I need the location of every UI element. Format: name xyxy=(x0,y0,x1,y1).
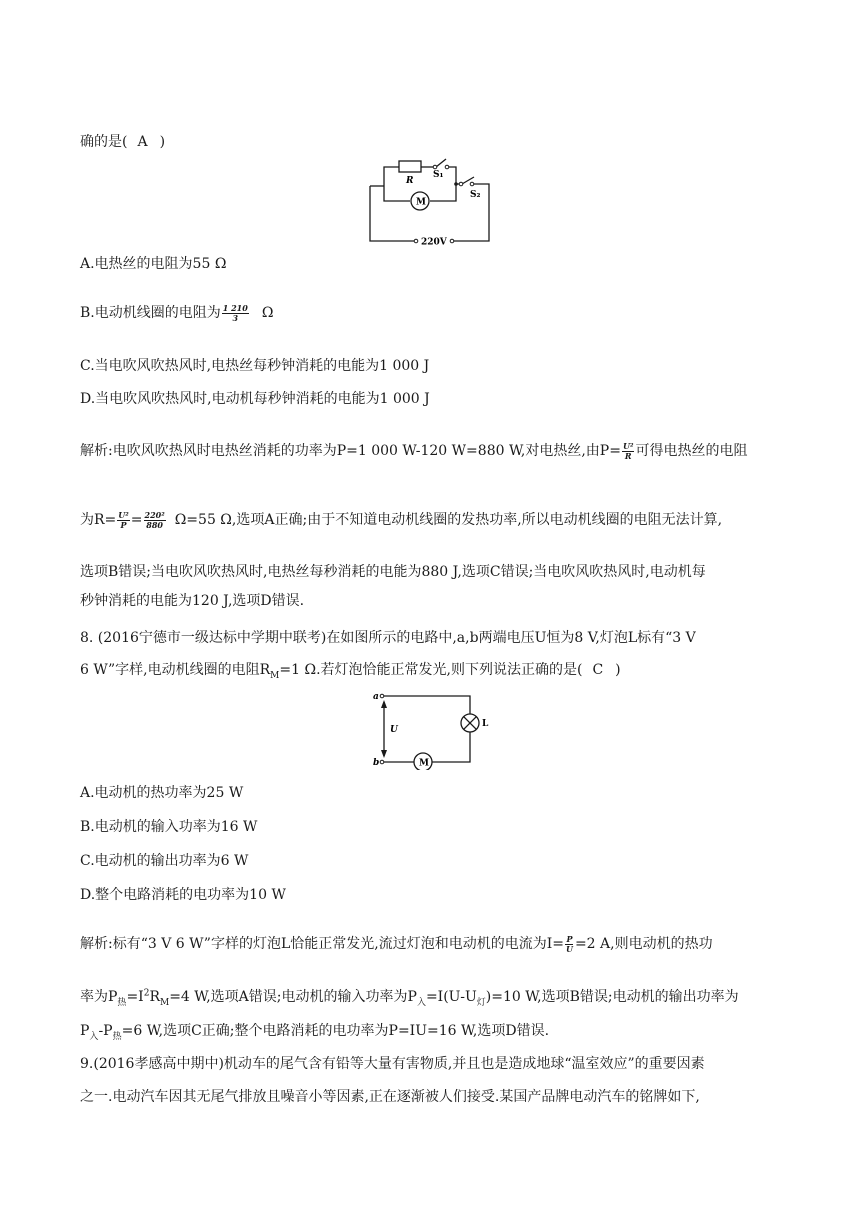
q8-answer: C xyxy=(592,662,604,678)
q8-analysis-line-1: 解析:标有“3 V 6 W”字样的灯泡L恰能正常发光,流过灯泡和电动机的电流为I= $\frac{P}{U}$ =2 A,则电动机的热功 xyxy=(80,933,713,954)
q8-stem-line-2: 6 W”字样,电动机线圈的电阻$R_M=1$ Ω.若灯泡恰能正常发光,则下列说法正确的是( C ) xyxy=(80,662,621,681)
q8-analysis-line-3: $P_入-P_热=6$ W,选项C正确;整个电路消耗的电功率为P=IU=16 W,选项D错误. xyxy=(80,1023,550,1042)
terminal-a-label: a xyxy=(373,692,379,702)
fraction: $\frac{\text{U²}}{P}$ xyxy=(118,509,129,530)
lamp-label: L xyxy=(482,719,489,729)
label-s2: S₂ xyxy=(470,190,481,200)
q7-analysis-line-2: 为R= $\frac{\text{U²}}{P}$ = $\frac{\text{220²}}{880}$ Ω=55 Ω,选项A正确;由于不知道电动机线圈的发热功率,所以电动机线圈的电阻无法计算, xyxy=(80,509,723,530)
q8-analysis-line-2: 率为$P_热=I^2R_M=4$ W,选项A错误;电动机的输入功率为$P_入=I(U-U_灯)=10$ W,选项B错误;电动机的输出功率为 xyxy=(80,988,739,1008)
q8-option-c: C.电动机的输出功率为6 W xyxy=(80,853,249,869)
q8-option-b: B.电动机的输入功率为16 W xyxy=(80,819,258,835)
q8-option-d: D.整个电路消耗的电功率为10 W xyxy=(80,887,286,903)
q7-stem-tail: 确的是( A ) xyxy=(80,134,166,150)
circuit-diagram-lamp-motor xyxy=(370,688,490,770)
q9-stem-line-2: 之一.电动汽车因其无尾气排放且噪音小等因素,正在逐渐被人们接受.某国产品牌电动汽车的铭牌如下, xyxy=(80,1089,700,1105)
q7-analysis-line-1: 解析:电吹风吹热风时电热丝消耗的功率为P=1 000 W-120 W=880 W,对电热丝,由P= $\frac{\text{U²}}{R}$ 可得电热丝的电阻 xyxy=(80,440,748,461)
fraction: $\frac{1 210}{3}$ xyxy=(222,302,248,323)
q7-analysis-line-3: 选项B错误;当电吹风吹热风时,电热丝每秒消耗的电能为880 J,选项C错误;当电吹风吹热风时,电动机每 xyxy=(80,564,706,580)
q7-option-d: D.当电吹风吹热风时,电动机每秒钟消耗的电能为1 000 J xyxy=(80,391,430,407)
circuit-diagram-hair-dryer xyxy=(368,156,492,248)
q7-option-b: B.电动机线圈的电阻为 $\frac{1 210}{3}$ Ω xyxy=(80,302,274,323)
voltage-u-label: U xyxy=(390,725,398,735)
terminal-b-label: b xyxy=(373,758,380,768)
fraction: $\frac{\text{220²}}{880}$ xyxy=(144,509,165,530)
motor-label: M xyxy=(419,758,429,769)
q8-option-a: A.电动机的热功率为25 W xyxy=(80,785,244,801)
q7-answer: A xyxy=(137,134,148,150)
voltage-label: 220V xyxy=(421,237,447,248)
q7-option-a: A.电热丝的电阻为55 Ω xyxy=(80,256,227,272)
fraction: $\frac{P}{U}$ xyxy=(565,933,573,954)
label-r: R xyxy=(406,176,414,186)
motor-label: M xyxy=(416,197,426,208)
q8-stem-line-1: 8. (2016宁德市一级达标中学期中联考)在如图所示的电路中,a,b两端电压U恒为8 V,灯泡L标有“3 V xyxy=(80,630,696,646)
q7-analysis-line-4: 秒钟消耗的电能为120 J,选项D错误. xyxy=(80,593,305,609)
fraction: $\frac{\text{U²}}{R}$ xyxy=(622,440,634,461)
label-s1: S₁ xyxy=(433,170,444,180)
q9-stem-line-1: 9.(2016孝感高中期中)机动车的尾气含有铅等大量有害物质,并且也是造成地球“温室效应”的重要因素 xyxy=(80,1056,705,1072)
q7-option-c: C.当电吹风吹热风时,电热丝每秒钟消耗的电能为1 000 J xyxy=(80,358,430,374)
